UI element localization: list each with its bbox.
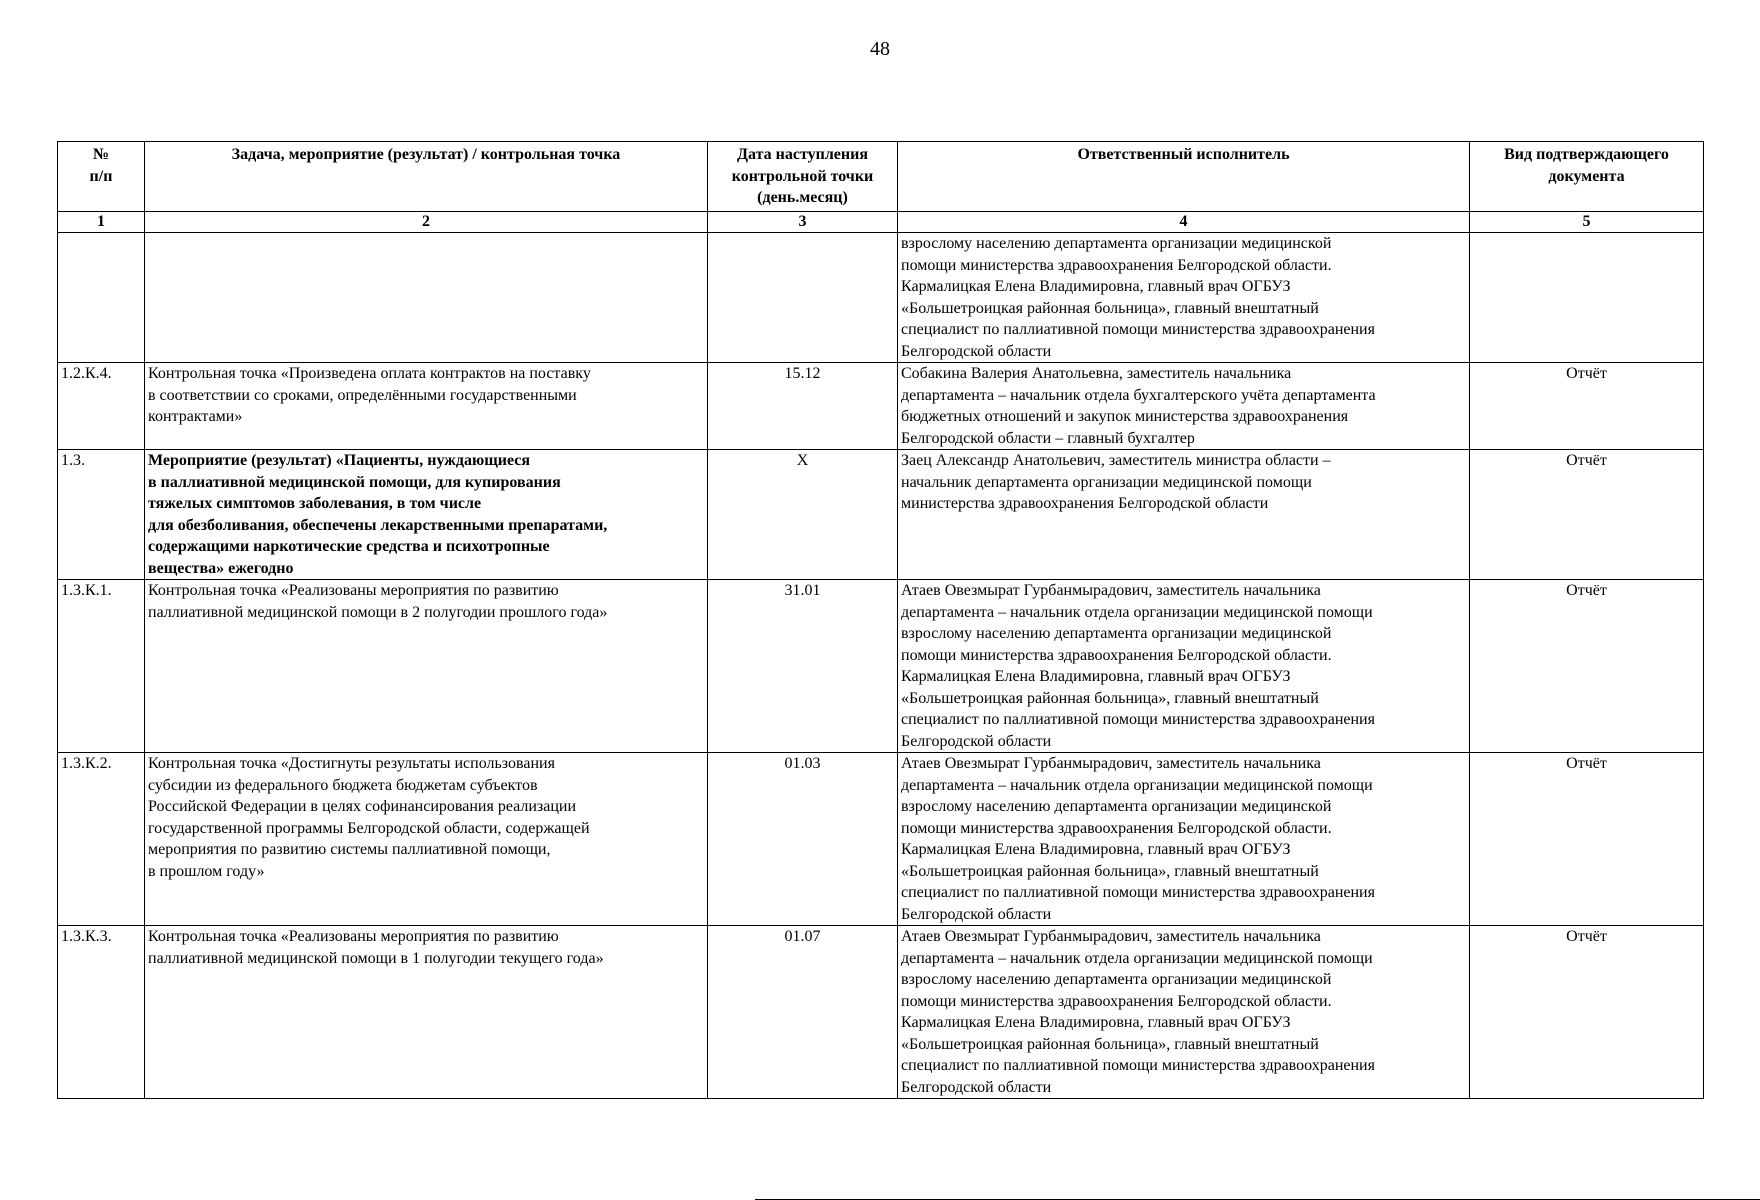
column-number: 2 — [145, 212, 708, 233]
document-type-cell: Отчёт — [1470, 753, 1704, 926]
row-number: 1.3.К.3. — [58, 926, 145, 1099]
cell-line: Заец Александр Анатольевич, заместитель министра области – — [901, 452, 1331, 469]
cell-line: Собакина Валерия Анатольевна, заместитель начальника — [901, 365, 1292, 382]
cell-line: Белгородской области – главный бухгалтер — [901, 429, 1195, 447]
table-row — [58, 753, 1704, 926]
control-points-table — [57, 141, 1704, 1099]
column-numbers-row — [58, 212, 1704, 233]
cell-line: специалист по паллиативной помощи министерства здравоохранения — [901, 1057, 1375, 1074]
table-row — [58, 450, 1704, 580]
header-executor — [898, 142, 1470, 212]
cell-line: Контрольная точка «Произведена оплата контрактов на поставку — [148, 365, 591, 382]
cell-line: начальник департамента организации медицинской помощи — [901, 473, 1312, 491]
column-number: 5 — [1470, 212, 1704, 233]
cell-line: взрослому населению департамента организации медицинской — [901, 625, 1332, 642]
cell-line: государственной программы Белгородской области, содержащей — [148, 819, 590, 837]
row-number: 1.3.К.2. — [58, 753, 145, 926]
cell-line: специалист по паллиативной помощи министерства здравоохранения — [901, 711, 1375, 728]
cell-line: Российской Федерации в целях софинансирования реализации — [148, 798, 577, 815]
cell-line: в прошлом году» — [148, 862, 265, 880]
cell-line: помощи министерства здравоохранения Белгородской области. — [901, 992, 1332, 1010]
cell-line: Белгородской области — [901, 732, 1052, 750]
date-cell: 15.12 — [708, 363, 898, 450]
table-row — [58, 926, 1704, 1099]
document-type-cell: Отчёт — [1470, 580, 1704, 753]
document-type-cell: Отчёт — [1470, 450, 1704, 580]
executor-cell — [898, 580, 1470, 753]
column-number: 1 — [58, 212, 145, 233]
cell-line: взрослому населению департамента организации медицинской — [901, 235, 1332, 252]
row-number — [58, 233, 145, 363]
cell-line: Атаев Овезмырат Гурбанмырадович, заместитель начальника — [901, 582, 1321, 599]
cell-line: Атаев Овезмырат Гурбанмырадович, заместитель начальника — [901, 755, 1321, 772]
executor-cell — [898, 233, 1470, 363]
cell-line: вещества» ежегодно — [148, 559, 294, 577]
document-type-cell — [1470, 233, 1704, 363]
column-number: 4 — [898, 212, 1470, 233]
executor-cell — [898, 363, 1470, 450]
cell-line: Белгородской области — [901, 1078, 1052, 1096]
header-line: Вид подтверждающего — [1504, 146, 1669, 163]
cell-line: Белгородской области — [901, 905, 1052, 923]
cell-line: «Большетроицкая районная больница», главный внештатный — [901, 299, 1319, 317]
cell-line: паллиативной медицинской помощи в 1 полугодии текущего года» — [148, 949, 604, 967]
header-line: Задача, мероприятие (результат) / контрольная точка — [231, 146, 621, 163]
task-cell — [145, 580, 708, 753]
page-number: 48 — [870, 38, 890, 60]
task-cell — [145, 753, 708, 926]
task-cell — [145, 450, 708, 580]
cell-line: субсидии из федерального бюджета бюджетам субъектов — [148, 776, 538, 794]
cell-line: «Большетроицкая районная больница», главный внештатный — [901, 862, 1319, 880]
header-line: № — [92, 146, 110, 163]
table-body — [58, 212, 1704, 1099]
header-line: контрольной точки — [731, 167, 874, 185]
date-cell: 01.07 — [708, 926, 898, 1099]
row-number: 1.3. — [58, 450, 145, 580]
cell-line: Атаев Овезмырат Гурбанмырадович, заместитель начальника — [901, 928, 1321, 945]
table-header-row — [58, 142, 1704, 212]
cell-line: департамента – начальник отдела организации медицинской помощи — [901, 949, 1373, 967]
task-cell — [145, 233, 708, 363]
header-line: документа — [1548, 167, 1625, 185]
cell-line: Контрольная точка «Реализованы мероприятия по развитию — [148, 928, 559, 945]
cell-line: «Большетроицкая районная больница», главный внештатный — [901, 1035, 1319, 1053]
cell-line: специалист по паллиативной помощи министерства здравоохранения — [901, 884, 1375, 901]
column-number: 3 — [708, 212, 898, 233]
table-row — [58, 233, 1704, 363]
cell-line: министерства здравоохранения Белгородской области — [901, 495, 1269, 512]
cell-line: помощи министерства здравоохранения Белгородской области. — [901, 819, 1332, 837]
cell-line: департамента – начальник отдела организации медицинской помощи — [901, 776, 1373, 794]
cell-line: тяжелых симптомов заболевания, в том числе — [148, 495, 482, 512]
cell-line: контрактами» — [148, 408, 243, 425]
cell-line: Контрольная точка «Достигнуты результаты использования — [148, 755, 555, 772]
header-document-type — [1470, 142, 1704, 212]
row-number: 1.3.К.1. — [58, 580, 145, 753]
cell-line: Кармалицкая Елена Владимировна, главный врач ОГБУЗ — [901, 1014, 1291, 1031]
cell-line: департамента – начальник отдела организации медицинской помощи — [901, 603, 1373, 621]
cell-line: «Большетроицкая районная больница», главный внештатный — [901, 689, 1319, 707]
task-cell — [145, 363, 708, 450]
document-type-cell: Отчёт — [1470, 926, 1704, 1099]
cell-line: помощи министерства здравоохранения Белгородской области. — [901, 256, 1332, 274]
cell-line: бюджетных отношений и закупок министерства здравоохранения — [901, 408, 1349, 425]
document-type-cell: Отчёт — [1470, 363, 1704, 450]
cell-line: содержащими наркотические средства и психотропные — [148, 538, 550, 555]
executor-cell — [898, 450, 1470, 580]
cell-line: департамента – начальник отдела бухгалтерского учёта департамента — [901, 386, 1376, 404]
cell-line: взрослому населению департамента организации медицинской — [901, 971, 1332, 988]
date-cell: Х — [708, 450, 898, 580]
table-row — [58, 363, 1704, 450]
row-number: 1.2.К.4. — [58, 363, 145, 450]
cell-line: в соответствии со сроками, определёнными государственными — [148, 386, 577, 404]
date-cell: 31.01 — [708, 580, 898, 753]
cell-line: в паллиативной медицинской помощи, для купирования — [148, 473, 561, 491]
cell-line: Кармалицкая Елена Владимировна, главный врач ОГБУЗ — [901, 668, 1291, 685]
header-task — [145, 142, 708, 212]
executor-cell — [898, 926, 1470, 1099]
cell-line: Кармалицкая Елена Владимировна, главный врач ОГБУЗ — [901, 841, 1291, 858]
cell-line: паллиативной медицинской помощи в 2 полугодии прошлого года» — [148, 603, 608, 621]
header-line: Дата наступления — [736, 146, 868, 163]
header-line: п/п — [89, 167, 113, 185]
cell-line: взрослому населению департамента организации медицинской — [901, 798, 1332, 815]
cell-line: для обезболивания, обеспечены лекарственными препаратами, — [148, 516, 608, 534]
cell-line: мероприятия по развитию системы паллиативной помощи, — [148, 841, 551, 858]
header-number — [58, 142, 145, 212]
cell-line: Кармалицкая Елена Владимировна, главный врач ОГБУЗ — [901, 278, 1291, 295]
header-line: (день.месяц) — [757, 189, 848, 206]
date-cell — [708, 233, 898, 363]
executor-cell — [898, 753, 1470, 926]
cell-line: Контрольная точка «Реализованы мероприятия по развитию — [148, 582, 559, 599]
cell-line: Мероприятие (результат) «Пациенты, нуждающиеся — [148, 452, 531, 469]
cell-line: помощи министерства здравоохранения Белгородской области. — [901, 646, 1332, 664]
header-line: Ответственный исполнитель — [1077, 146, 1290, 163]
cell-line: специалист по паллиативной помощи министерства здравоохранения — [901, 321, 1375, 338]
header-date — [708, 142, 898, 212]
table-row — [58, 580, 1704, 753]
task-cell — [145, 926, 708, 1099]
cell-line: Белгородской области — [901, 342, 1052, 360]
date-cell: 01.03 — [708, 753, 898, 926]
